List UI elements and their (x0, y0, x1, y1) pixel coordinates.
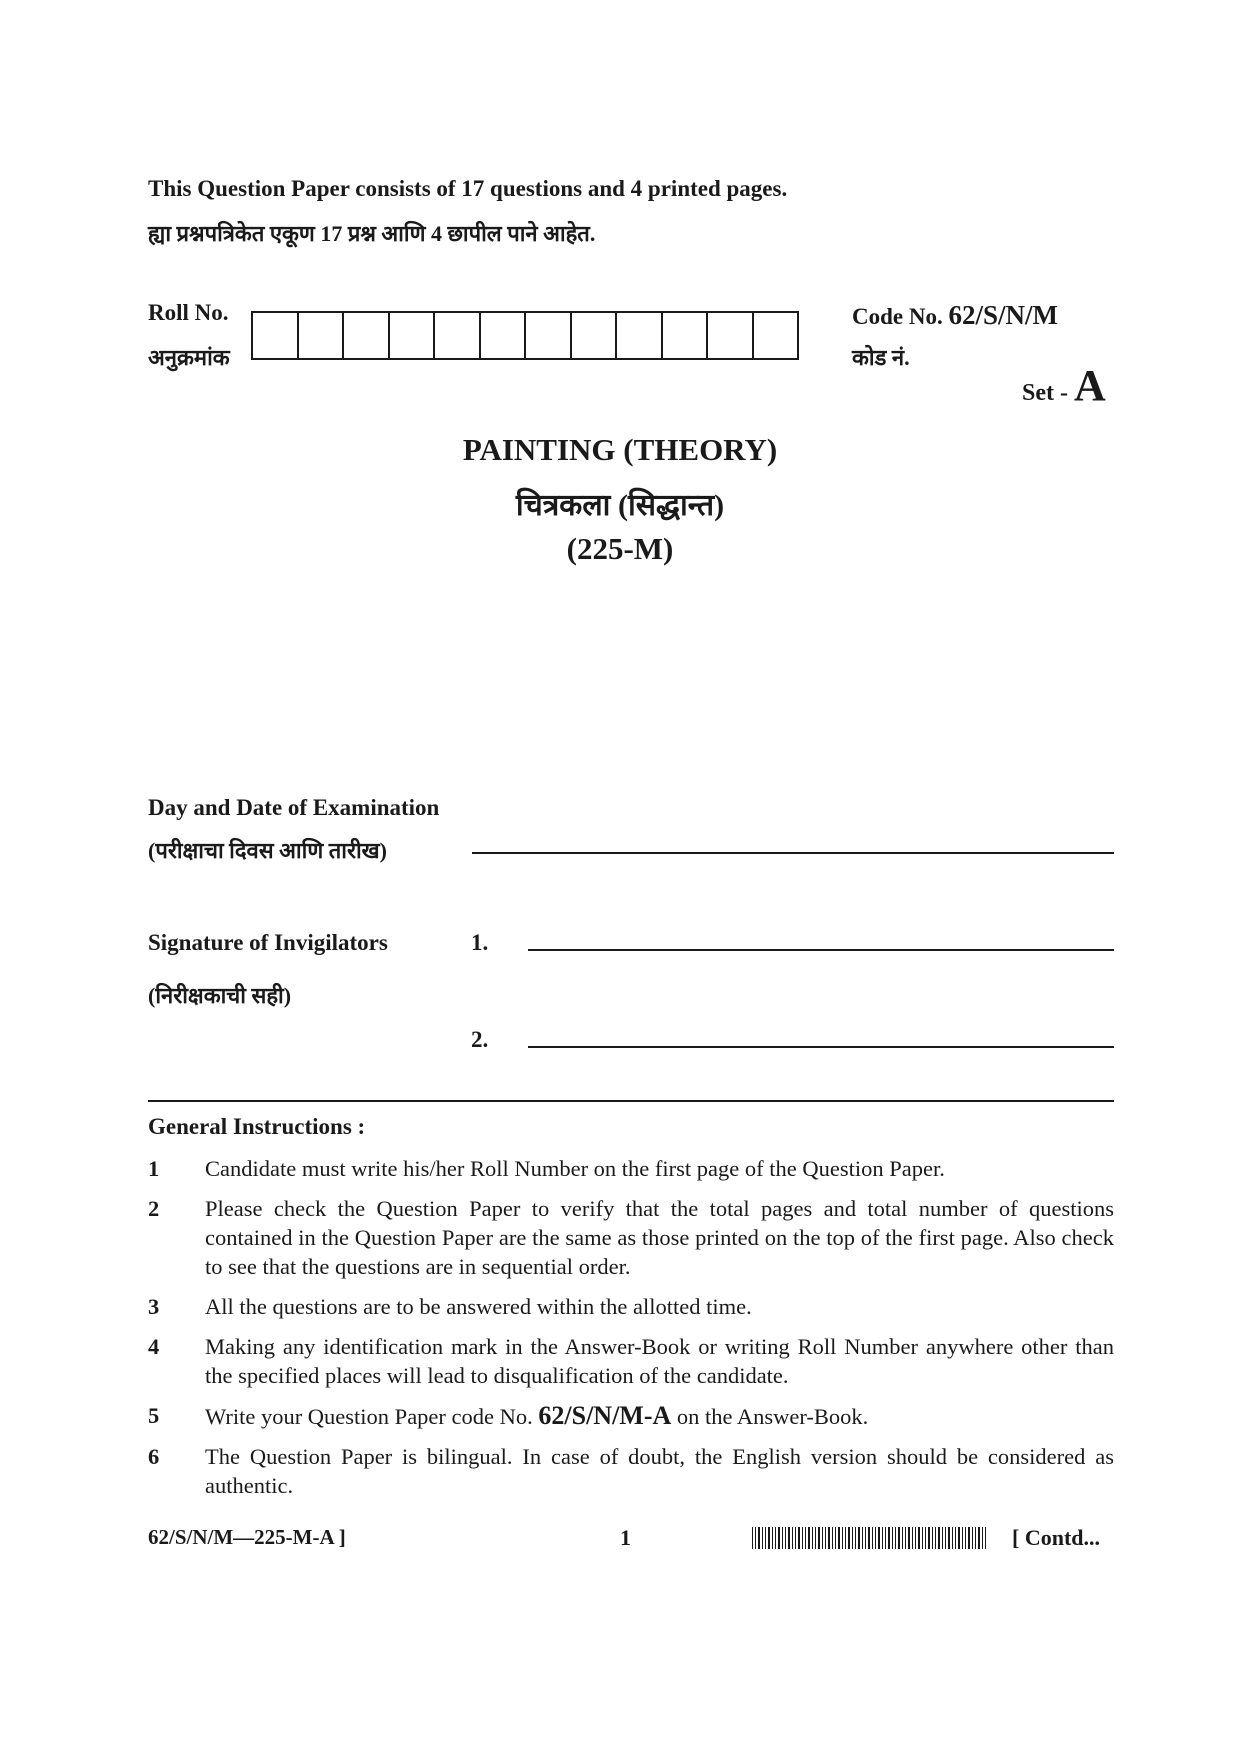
instruction-number: 4 (148, 1334, 160, 1359)
instruction-text: The Question Paper is bilingual. In case of doubt, the English version should be considered as authentic. (205, 1444, 1114, 1498)
continued-label: [ Contd... (1012, 1525, 1101, 1550)
code-no-label-marathi: कोड नं. (852, 345, 910, 370)
page-number: 1 (620, 1525, 631, 1550)
instruction-item (148, 1442, 1114, 1500)
code-no-value: 62/S/N/M (948, 300, 1058, 330)
subject-title-marathi: चित्रकला (सिद्धान्त) (515, 489, 725, 522)
invigilator-1-number: 1. (471, 930, 489, 955)
instruction-item (148, 1292, 1114, 1321)
exam-date-label-marathi: (परीक्षाचा दिवस आणि तारीख) (148, 838, 387, 863)
instruction-item (148, 1194, 1114, 1281)
roll-number-box[interactable] (297, 313, 343, 358)
instruction-text-after: on the Answer-Book. (676, 1404, 869, 1429)
subject-title-english: PAINTING (THEORY) (462, 432, 778, 467)
roll-number-box[interactable] (479, 313, 525, 358)
invigilator-2-number: 2. (471, 1027, 489, 1052)
roll-number-box[interactable] (388, 313, 434, 358)
instructions-list (148, 1154, 1114, 1511)
invigilator-2-signature-line[interactable] (528, 1046, 1114, 1048)
barcode (752, 1527, 988, 1549)
set-indicator (1022, 360, 1106, 411)
subject-code: (225-M) (566, 531, 674, 566)
roll-number-box[interactable] (752, 313, 798, 358)
section-divider (148, 1100, 1114, 1102)
roll-number-box[interactable] (524, 313, 570, 358)
instruction-item (148, 1401, 1114, 1431)
roll-number-boxes[interactable] (251, 311, 799, 360)
code-no-label: Code No. (852, 304, 943, 329)
roll-number-box[interactable] (342, 313, 388, 358)
invigilator-signature-label: Signature of Invigilators (148, 930, 388, 955)
roll-no-label: Roll No. (148, 300, 229, 325)
roll-number-box[interactable] (433, 313, 479, 358)
invigilator-1-signature-line[interactable] (528, 949, 1114, 951)
answer-book-code: 62/S/N/M-A (538, 1401, 672, 1430)
code-no (852, 300, 1058, 331)
exam-date-label: Day and Date of Examination (148, 795, 440, 820)
roll-number-box[interactable] (661, 313, 707, 358)
instruction-text: Candidate must write his/her Roll Number on the first page of the Question Paper. (205, 1156, 945, 1181)
instruction-item (148, 1332, 1114, 1390)
roll-number-box[interactable] (253, 313, 297, 358)
roll-number-box[interactable] (615, 313, 661, 358)
instruction-text (205, 1401, 1114, 1431)
instruction-text: All the questions are to be answered within the allotted time. (205, 1294, 752, 1319)
instruction-number: 6 (148, 1444, 160, 1469)
instruction-number: 1 (148, 1156, 160, 1181)
exam-date-line[interactable] (472, 852, 1114, 854)
set-value: A (1073, 361, 1106, 410)
paper-info-english: This Question Paper consists of 17 questions and 4 printed pages. (148, 176, 788, 201)
instruction-text: Please check the Question Paper to verify that the total pages and total number of questions contained in the Question Paper are the same as those printed on the top of the first page. Also check to see that the questions are in sequential order. (205, 1196, 1114, 1279)
instruction-text: Making any identification mark in the Answer-Book or writing Roll Number anywhere other than the specified places will lead to disqualification of the candidate. (205, 1334, 1114, 1388)
paper-info-marathi: ह्या प्रश्नपत्रिकेत एकूण 17 प्रश्न आणि 4 छापील पाने आहेत. (148, 221, 596, 246)
general-instructions-heading: General Instructions : (148, 1114, 366, 1139)
roll-no-label-marathi: अनुक्रमांक (148, 345, 230, 370)
roll-number-box[interactable] (570, 313, 616, 358)
instruction-number: 3 (148, 1294, 160, 1319)
set-label: Set - (1022, 380, 1068, 406)
instruction-text-before: Write your Question Paper code No. (205, 1404, 533, 1429)
invigilator-signature-label-marathi: (निरीक्षकाची सही) (148, 983, 292, 1008)
footer-paper-code: 62/S/N/M—225-M-A ] (148, 1525, 346, 1549)
instruction-number: 5 (148, 1403, 160, 1428)
instruction-item (148, 1154, 1114, 1183)
instruction-number: 2 (148, 1196, 160, 1221)
roll-number-box[interactable] (706, 313, 752, 358)
